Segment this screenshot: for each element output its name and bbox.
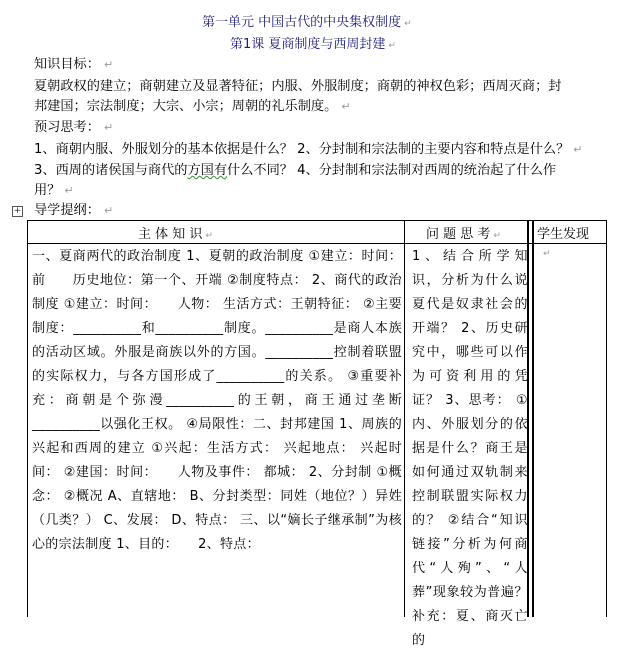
main-knowledge-cell[interactable]: 一、夏商两代的政治制度 1、夏朝的政治制度 ①建立：时间：前 历史地位：第一个、开端 ②制度特点： 2、商代的政治制度 ①建立：时间： 人物： 生活方式：王朝特征： ②主要制度：__________和__________制度。__________是商人本族的活动区域。外服是商族以外的方国。__________控制着联盟的实际权力，与各方国形成了__________的关系。 ③重要补充：商朝是个弥漫__________的王朝，商王通过垄断__________以强化王权。 ④局限性：二、封邦建国 1、周族的兴起和西周的建立 ①兴起：生活方式： 兴起地点： 兴起时间： ②建国：时间： 人物及事件： 都城： 2、分封制 ①概念： ②概况 A、直辖地： B、分封类型：同姓（地位？）异姓（几类？） C、发展： D、特点： 三、以“嫡长子继承制”为核心的宗法制度 1、目的： 2、特点： (32, 249, 402, 552)
column-divider (404, 221, 405, 617)
spellcheck-underline: 方国有 (187, 163, 228, 178)
goals-line-1: 夏朝政权的建立；商朝建立及显著特征；内服、外服制度；商朝的神权色彩；西周灭商；封 (34, 79, 562, 94)
preview-line-1: 1、商朝内服、外服划分的基本依据是什么？ 2、分封制和宗法制的主要内容和特点是什么？ ↵ (34, 142, 583, 157)
paragraph-mark-icon: ↵ (103, 204, 114, 217)
header-questions: 问 题 思 考 ↵ (426, 227, 501, 242)
paragraph-mark-icon: ↵ (103, 121, 114, 134)
goals-heading: 知识目标： ↵ (34, 57, 114, 72)
table-move-handle-icon[interactable]: + (13, 206, 22, 216)
header-main-knowledge: 主 体 知 识 ↵ (138, 227, 213, 242)
study-table (27, 220, 607, 648)
preview-line-2: 3、西周的诸侯国与商代的方国有什么不同？ 4、分封制和宗法制对西周的统治起了什么作 (34, 163, 557, 178)
cell-mark-icon: ↵ (543, 249, 551, 259)
cell-mark-icon: ↵ (493, 231, 501, 241)
paragraph-mark-icon: ↵ (103, 58, 114, 71)
preview-line-3: 用？ ↵ (34, 183, 74, 198)
paragraph-mark-icon: ↵ (404, 19, 412, 29)
cell-mark-icon: ↵ (205, 231, 213, 241)
goals-line-2: 邦建国；宗法制度；大宗、小宗；周朝的礼乐制度。 ↵ (34, 99, 351, 114)
paragraph-mark-icon: ↵ (388, 41, 396, 51)
questions-cell[interactable]: 1、结合所学知识，分析为什么说夏代是奴隶社会的开端？ 2、历史研究中，哪些可以作为可资利用的凭证？ 3、思考： ①内、外服划分的依据是什么？商王是如何通过双轨制来控制联盟实际权力的？ ②结合“知识链接”分析为何商代“人殉”、“人葬”现象较为普遍？ 补充：夏、商灭亡的 (412, 249, 528, 648)
header-student-findings: 学生发现 (537, 227, 590, 242)
lesson-title: 第1课 夏商制度与西周封建 ↵ (230, 37, 396, 52)
unit-title: 第一单元 中国古代的中央集权制度 ↵ (202, 15, 412, 30)
preview-heading: 预习思考： ↵ (34, 120, 114, 135)
header-divider (28, 243, 606, 244)
paragraph-mark-icon: ↵ (573, 143, 583, 156)
column-divider (532, 221, 534, 617)
paragraph-mark-icon: ↵ (64, 184, 74, 197)
paragraph-mark-icon: ↵ (341, 100, 351, 113)
guide-heading: 导学提纲： ↵ (34, 203, 114, 218)
